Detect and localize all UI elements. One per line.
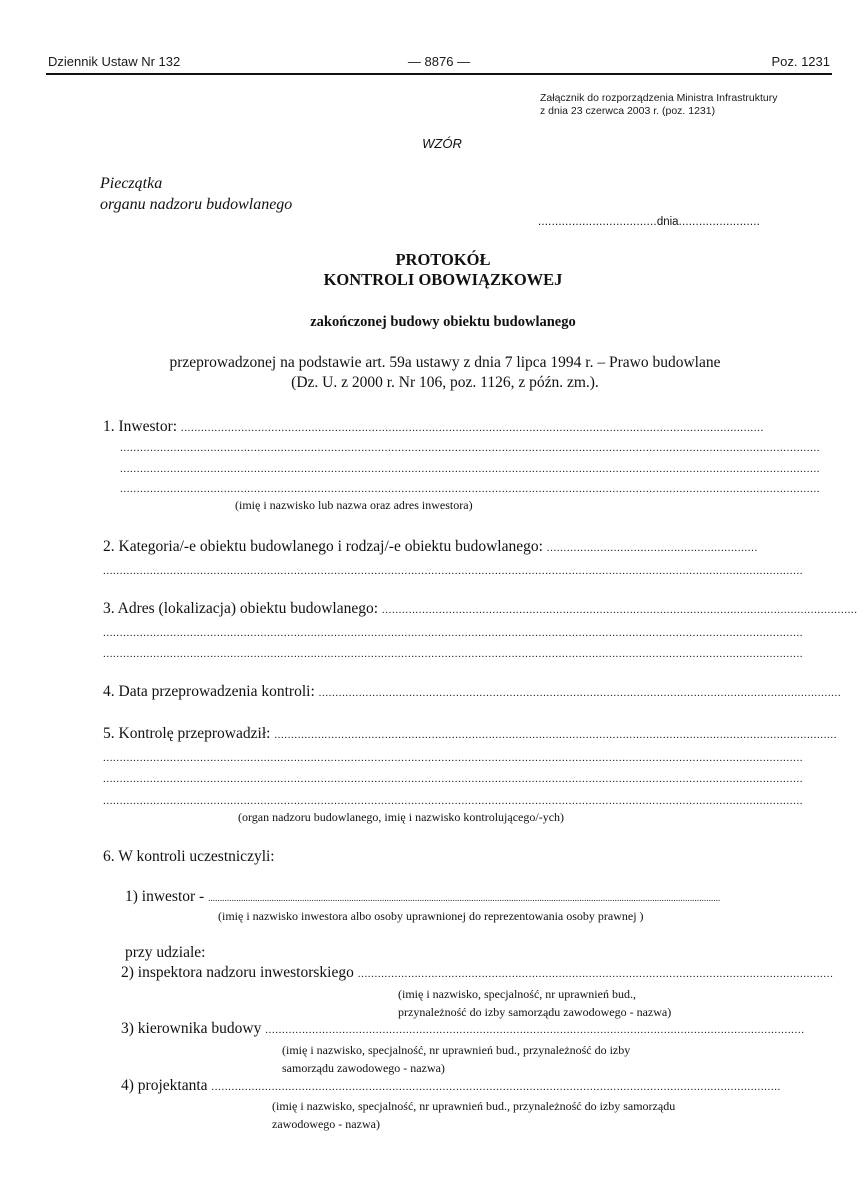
designer-caption-line-1: (imię i nazwisko, specjalność, nr uprawnień bud., przynależność do izby samorządu (272, 1099, 676, 1113)
investor-line-4[interactable]: ................................................................................................................................................................................................................. (120, 483, 821, 495)
journal-name: Dziennik Ustaw Nr 132 (48, 54, 181, 69)
legal-basis-line-2: (Dz. U. z 2000 r. Nr 106, poz. 1126, z późn. zm.). (291, 374, 599, 391)
position-number: Poz. 1231 (771, 54, 830, 69)
designer-caption (272, 1097, 675, 1133)
investor-field[interactable]: 1. Inwestor: .............................................................................................................................................................................. (103, 418, 764, 435)
annex-note (540, 92, 840, 118)
site-manager-label: 3) kierownika budowy (121, 1020, 262, 1037)
document-title-2: KONTROLI OBOWIĄZKOWEJ (323, 270, 563, 289)
supervisor-label: 2) inspektora nadzoru inwestorskiego (121, 964, 354, 981)
participants-heading: 6. W kontroli uczestniczyli: (103, 848, 275, 865)
participant-investor-field[interactable]: 1) inwestor - .......................................................................................................................................................................................................................... (125, 888, 721, 905)
stamp-area (100, 173, 292, 215)
header-divider (46, 73, 832, 75)
control-date-field[interactable]: 4. Data przeprowadzenia kontroli: ............................................................................................................................................................ (103, 683, 842, 700)
site-manager-caption-line-1: (imię i nazwisko, specjalność, nr uprawnień bud., przynależność do izby (282, 1043, 631, 1057)
address-line-3[interactable]: ................................................................................................................................................................................................................. (103, 648, 804, 660)
participant-investor-caption: (imię i nazwisko inwestora albo osoby uprawnionej do reprezentowania osoby prawnej ) (218, 909, 644, 923)
control-date-label: 4. Data przeprowadzenia kontroli: (103, 683, 315, 700)
inspector-line-4[interactable]: ................................................................................................................................................................................................................. (103, 795, 804, 807)
category-line-2[interactable]: ................................................................................................................................................................................................................. (103, 565, 804, 577)
page-header (48, 54, 830, 74)
site-manager-caption (282, 1041, 630, 1077)
inspector-label: 5. Kontrolę przeprowadził: (103, 725, 271, 742)
investor-label: 1. Inwestor: (103, 418, 178, 435)
document-subtitle: zakończonej budowy obiektu budowlanego (310, 314, 576, 330)
address-label: 3. Adres (lokalizacja) obiektu budowlanego: (103, 600, 379, 617)
investor-line-2[interactable]: ................................................................................................................................................................................................................. (120, 442, 821, 454)
address-line-2[interactable]: ................................................................................................................................................................................................................. (103, 627, 804, 639)
annex-line-2: z dnia 23 czerwca 2003 r. (poz. 1231) (540, 105, 716, 117)
document-title: PROTOKÓŁ (395, 250, 491, 269)
supervisor-caption-line-2: przynależność do izby samorządu zawodowego - nazwa) (398, 1005, 672, 1019)
legal-basis-line-1: przeprowadzonej na podstawie art. 59a ustawy z dnia 7 lipca 1994 r. – Prawo budowlane (169, 354, 721, 371)
page-number: — 8876 — (407, 54, 471, 69)
inspector-line-2[interactable]: ................................................................................................................................................................................................................. (103, 752, 804, 764)
legal-basis (0, 353, 864, 393)
stamp-line-2: organu nadzoru budowlanego (100, 196, 293, 213)
inspector-line-3[interactable]: ................................................................................................................................................................................................................. (103, 773, 804, 785)
supervisor-field[interactable]: 2) inspektora nadzoru inwestorskiego .............................................................................................................................................. (121, 964, 834, 981)
annex-line-1: Załącznik do rozporządzenia Ministra Infrastruktury (540, 92, 778, 104)
supervisor-caption-line-1: (imię i nazwisko, specjalność, nr uprawnień bud., (398, 987, 636, 1001)
inspector-caption: (organ nadzoru budowlanego, imię i nazwisko kontrolującego/-ych) (238, 810, 565, 824)
site-manager-field[interactable]: 3) kierownika budowy ................................................................................................................................................................. (121, 1020, 805, 1037)
designer-field[interactable]: 4) projektanta .......................................................................................................................................................................... (121, 1077, 781, 1094)
stamp-line-1: Pieczątka (100, 175, 163, 192)
date-field[interactable]: ...................................dnia........................ (538, 216, 761, 228)
investor-line-3[interactable]: ................................................................................................................................................................................................................. (120, 463, 821, 475)
site-manager-caption-line-2: samorządu zawodowego - nazwa) (282, 1061, 445, 1075)
category-field[interactable]: 2. Kategoria/-e obiektu budowlanego i rodzaj/-e obiektu budowlanego: ............................................................... (103, 538, 758, 555)
supervisor-caption (398, 985, 671, 1021)
designer-caption-line-2: zawodowego - nazwa) (272, 1117, 380, 1131)
address-field[interactable]: 3. Adres (lokalizacja) obiektu budowlanego: .............................................................................................................................................. (103, 600, 858, 617)
inspector-field[interactable]: 5. Kontrolę przeprowadził: ........................................................................................................................................................................ (103, 725, 838, 742)
date-word: dnia (656, 216, 679, 228)
template-label: WZÓR (422, 136, 462, 151)
category-label: 2. Kategoria/-e obiektu budowlanego i rodzaj/-e obiektu budowlanego: (103, 538, 543, 555)
designer-label: 4) projektanta (121, 1077, 208, 1094)
participant-investor-label: 1) inwestor - (125, 888, 205, 905)
with-label: przy udziale: (125, 944, 206, 961)
investor-caption: (imię i nazwisko lub nazwa oraz adres inwestora) (235, 498, 473, 512)
